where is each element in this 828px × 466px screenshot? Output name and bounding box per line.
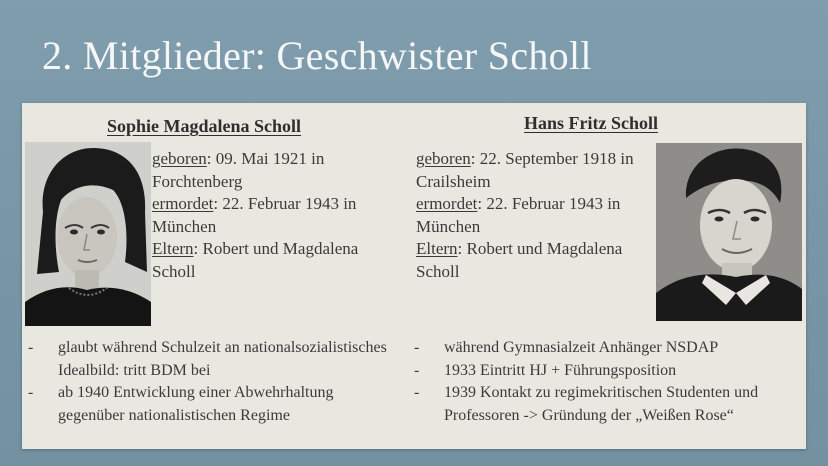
sophie-born-place: Forchtenberg [152,171,243,191]
sophie-portrait [25,142,151,326]
list-item: - glaubt während Schulzeit an nationalsozialistisches Idealbild: tritt BDM bei [20,337,390,382]
hans-killed-place: München [416,216,481,236]
hans-parents-label: Eltern [416,239,458,258]
sophie-parents-value: : Robert und Magdalena [193,239,359,258]
hans-facts [416,148,666,283]
hans-name: Hans Fritz Scholl [524,113,658,133]
hans-parents-value: : Robert und Magdalena [457,239,623,258]
list-item: - während Gymnasialzeit Anhänger NSDAP [406,337,806,360]
hans-born-value: : 22. September 1918 in [470,149,634,168]
sophie-born-label: geboren [152,149,207,168]
sophie-killed-place: München [152,216,217,236]
hans-born-place: Crailsheim [416,171,491,191]
sophie-killed-label: ermordet [152,194,214,213]
sophie-name: Sophie Magdalena Scholl [107,116,302,136]
sophie-facts [152,148,392,283]
sophie-bullets [20,337,390,427]
hans-killed-label: ermordet [416,194,478,213]
sophie-parents-last: Scholl [152,261,196,281]
sophie-born-value: : 09. Mai 1921 in [206,149,325,168]
list-item: - ab 1940 Entwicklung einer Abwehrhaltung gegenüber nationalistischen Regime [20,382,390,427]
slide-title: 2. Mitglieder: Geschwister Scholl [42,33,592,78]
list-item: - 1939 Kontakt zu regimekritischen Studenten und Professoren -> Gründung der „Weißen Rose“ [406,382,806,427]
hans-bullets [406,337,806,427]
hans-killed-value: : 22. Februar 1943 in [477,194,621,213]
hans-portrait [656,143,802,321]
hans-born-label: geboren [416,149,471,168]
sophie-killed-value: : 22. Februar 1943 in [213,194,357,213]
sophie-parents-label: Eltern [152,239,194,258]
list-item: - 1933 Eintritt HJ + Führungsposition [406,360,806,383]
hans-parents-last: Scholl [416,261,460,281]
content-card [22,103,806,449]
